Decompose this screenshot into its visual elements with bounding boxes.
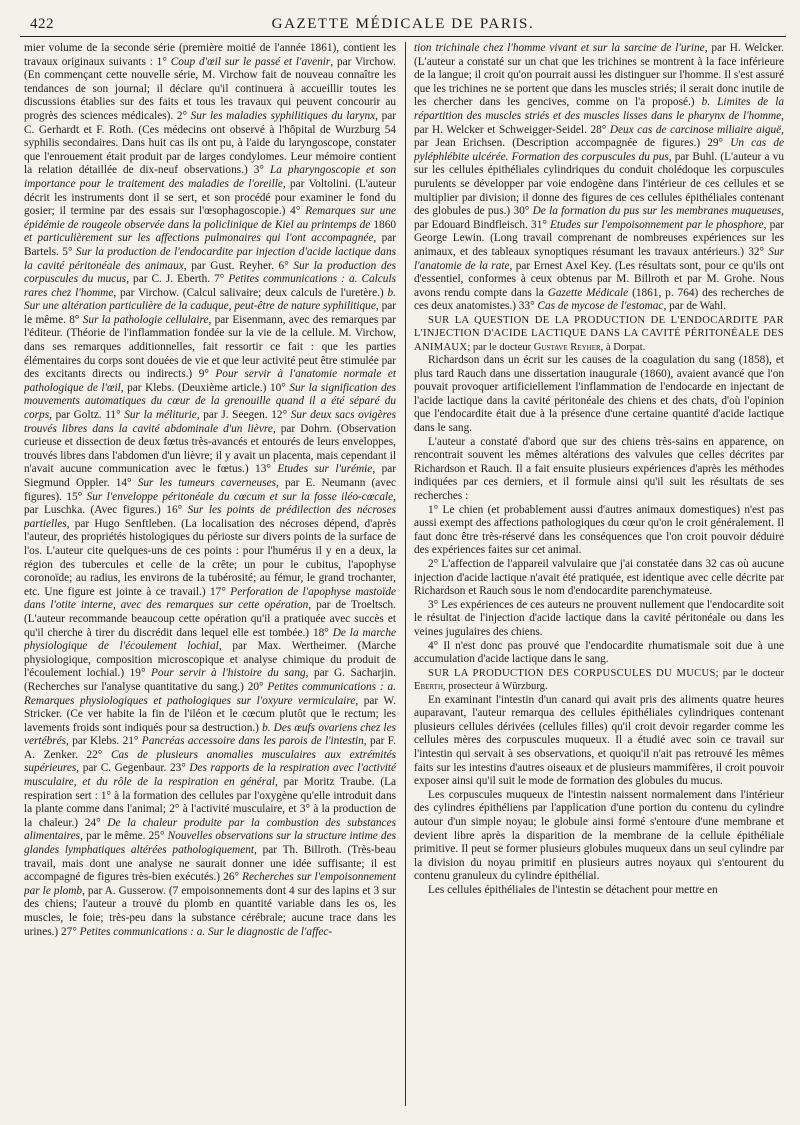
journal-page bbox=[20, 14, 786, 1114]
endocarditis-paragraph: L'auteur a constaté d'abord que sur des chiens très-sains en apparence, on rencontrait souvent les mêmes altérations des valvules que celles décrites par Richardson et Rauch. Il a fait ensuite plusieurs expériences d'après les méthodes indiquées par ces derniers, et il formule ainsi qu'il suit les résultats de ses recherches : bbox=[414, 435, 784, 503]
section-heading-endocarditis: SUR LA QUESTION DE LA PRODUCTION DE L'ENDOCARDITE PAR L'INJECTION D'ACIDE LACTIQUE DANS LA CAVITÉ PÉRITONÉALE DES ANIMAUX; par le docteur Gustave Reyher, à Dorpat. bbox=[414, 314, 784, 353]
endocarditis-paragraph: Richardson dans un écrit sur les causes de la coagulation du sang (1858), et plus tard Rauch dans une dissertation inaugurale (1860), avaient avancé que l'on pouvait provoquer artificiellement l'inflammation de l'endocarde en injectant de l'acide lactique dans la cavité péritonéale des chiens et des chats, d'où l'opinion que l'endocardite était due à la présence d'une certaine quantité d'acide lactique dans le sang. bbox=[414, 354, 784, 435]
article-list-continuation: tion trichinale chez l'homme vivant et sur la sarcine de l'urine, par H. Welcker. (L'auteur a constaté sur un chat que les trichines se montrent à la face inférieure de la langue; il croit qu'on pourrait aussi les distinguer sur l'homme. Il s'est assuré que les trichines ne se portent que dans les muscles striés; il serait donc inutile de les chercher dans les gencives, comme on l'a proposé.) b. Limites de la répartition des muscles striés et des muscles lisses dans le pharynx de l'homme, par H. Welcker et Schweigger-Seidel. 28° Deux cas de carcinose miliaire aiguë, par Jean Erichsen. (Description accompagnée de figures.) 29° Un cas de pyléphlébite ulcérée. Formation des corpuscules du pus, par Buhl. (L'auteur a vu sur les cellules épithéliales cylindriques du conduit cholédoque les corpuscules purulents se développer par voie endogène dans l'intérieur de ces cellules et se multiplier par division; il donne des figures de ces cellules épithéliales contenant des globules de pus.) 30° De la formation du pus sur les membranes muqueuses, par Edouard Bindfleisch. 31° Etudes sur l'empoisonnement par le phosphore, par George Lewin. (Long travail comprenant de nombreuses expériences sur les animaux, et des tableaux synoptiques résumant les travaux antérieurs.) 32° Sur l'anatomie de la rate, par Ernest Axel Key. (Les résultats sont, pour ce qu'ils ont d'essentiel, conformes à ceux obtenus par M. Billroth et par M. Grohe. Nous avons rendu compte dans la Gazette Médicale (1861, p. 764) des recherches de ces deux anatomistes.) 33° Cas de mycose de l'estomac, par de Wahl. bbox=[414, 42, 784, 313]
article-list-paragraph: mier volume de la seconde série (première moitié de l'année 1861), contient les travaux originaux suivants : 1° Coup d'œil sur le passé et l'avenir, par Virchow. (En commençant cette nouvelle série, M. Virchow fait de nouveau connaître les tendances de son journal; il déclare qu'il continuera à accueillir toutes les discussions établies sur des faits et tous les travaux qui peuvent concourir au progrès des sciences médicales). 2° Sur les maladies syphilitiques du larynx, par C. Gerhardt et F. Roth. (Ces médecins ont observé à l'hôpital de Wurzburg 54 syphilis secondaires. Dans huit cas ils ont pu, à l'aide du laryngoscope, constater que l'enrouement était produit par de larges condylomes. Leur mémoire contient la relation détaillée de dix-neuf observations.) 3° La pharyngoscopie et son importance pour le traitement des maladies de l'oreille, par Voltolini. (L'auteur décrit les instruments dont il se sert, et son procédé pour examiner le fond du gosier; il termine par des essais sur l'œsophagoscopie.) 4° Remarques sur une épidémie de rougeole observée dans la policlinique de Kiel au printemps de 1860 et particulièrement sur les affections pulmonaires qui l'ont accompagnée, par Bartels. 5° Sur la production de l'endocardite par injection d'acide lactique dans la cavité péritonéale des animaux, par Gust. Reyher. 6° Sur la production des corpuscules du mucus, par C. J. Eberth. 7° Petites communications : a. Calculs rares chez l'homme, par Virchow. (Calcul salivaire; deux calculs de l'uretère.) b. Sur une altération particulière de la caduque, peut-être de nature syphilitique, par le même. 8° Sur la pathologie cellulaire, par Eisenmann, avec des remarques par l'éditeur. (Théorie de l'inflammation fondée sur la vie de la cellule. M. Virchow, dans ses remarques additionnelles, fait ressortir ce fait : que les parties élémentaires du corps sont douées de vie et que leur activité peut être stimulée par des excitants directs ou indirects.) 9° Pour servir à l'anatomie normale et pathologique de l'œil, par Klebs. (Deuxième article.) 10° Sur la signification des mouvements automatiques du cœur de la grenouille quand il a été séparé du corps, par Goltz. 11° Sur la méliturie, par J. Seegen. 12° Sur deux sacs ovigères trouvés libres dans la cavité abdominale d'un lièvre, par Dohrn. (Observation curieuse et dissection de deux fœtus très-avancés et entourés de leurs enveloppes, trouvés libres dans l'abdomen d'un lièvre; il y avait un placenta, mais cependant il n'avait aucune communication avec le fœtus.) 13° Etudes sur l'urémie, par Siegmund Oppler. 14° Sur les tumeurs caverneuses, par E. Neumann (avec figures). 15° Sur l'enveloppe péritonéale du cœcum et sur la fosse iléo-cœcale, par Luschka. (Avec figures.) 16° Sur les points de prédilection des nécroses partielles, par Hugo Senftleben. (La localisation des nécroses dépend, d'après l'auteur, des propriétés histologiques du périoste sur divers points de la surface de l'os. L'auteur cite quelques-uns de ces points : pour l'humérus il y en a deux, la région des tubercules et celle de la crête; un pour le cubitus, l'apophyse coronoïde; au radius, les environs de la tubérosité; au fémur, le grand trochanter, etc. Une figure est jointe à ce travail.) 17° Perforation de l'apophyse mastoïde dans l'otite interne, avec des remarques sur cette opération, par de Troeltsch. (L'auteur recommande beaucoup cette opération qu'il a pratiquée avec succès et qu'il cherche à tirer du discrédit dans lequel elle est tombée.) 18° De la marche physiologique de l'écoulement lochial, par Max. Wertheimer. (Marche physiologique, composition microscopique et analyse chimique du produit de l'écoulement lochial.) 19° Pour servir à l'histoire du sang, par G. Sacharjin. (Recherches sur l'analyse quantitative du sang.) 20° Petites communications : a. Remarques physiologiques et pathologiques sur l'oxyure vermiculaire, par W. Stricker. (Ce ver habite la fin de l'iléon et le cœcum plutôt que le rectum; les lavements froids sont indiqués pour sa destruction.) b. Des œufs ovariens chez les vertébrés, par Klebs. 21° Pancréas accessoire dans les parois de l'intestin, par F. A. Zenker. 22° Cas de plusieurs anomalies musculaires aux extrémités supérieures, par C. Gegenbaur. 23° Des rapports de la respiration avec l'activité musculaire, et du rôle de la respiration en général, par Moritz Traube. (La respiration sert : 1° à la formation des cellules par l'oxygène qu'elle introduit dans la plante comme dans l'animal; 2° à l'activité musculaire, et 3° à la production de la chaleur.) 24° De la chaleur produite par la combustion des substances alimentaires, par le même. 25° Nouvelles observations sur la structure intime des glandes lymphatiques altérées pathologiquement, par Th. Billroth. (Très-beau travail, mais dont une analyse ne saurait donner une idée suffisante; il est accompagné de figures très-bien exécutés.) 26° Recherches sur l'empoisonnement par le plomb, par A. Gusserow. (7 empoisonnements dont 4 sur des lapins et 3 sur des chiens; l'auteur a trouvé du plomb en quantité variable dans les os, les muscles, le foie; très-peu dans la substance cérébrale; aucune trace dans les urines.) 27° Petites communications : a. Sur le diagnostic de l'affec- bbox=[24, 42, 396, 938]
mucus-paragraph: En examinant l'intestin d'un canard qui avait pris des aliments quatre heures auparavant, l'auteur remarqua des cellules épithéliales cylindriques contenant plusieurs cellules dérivées (cellules filles) qu'il croit devoir regarder comme les cellules mères des corpuscules muqueux. Il a étudié avec soin ce travail sur l'intestin qui servait à ses observations, et quoiqu'il n'ait pas retrouvé les mêmes faits sur les intestins d'autres oiseaux et de plusieurs mammifères, il croit pouvoir exposer ainsi qu'il suit le mode de formation des globules du mucus. bbox=[414, 693, 784, 788]
page-header bbox=[20, 14, 786, 37]
text-columns bbox=[20, 42, 786, 1114]
column-divider bbox=[405, 42, 406, 1106]
mucus-paragraph: Les corpuscules muqueux de l'intestin naissent normalement dans l'intérieur des cylindres épithéliens par l'application d'une portion du contenu du cylindre autour d'un simple noyau; le globule ainsi formé s'entoure d'une membrane et devient libre après la disparition de la membrane de la cellule épithéliale primitive. Il peut se former plusieurs globules muqueux dans un seul cylindre par la division du noyau primitif en plusieurs autres noyaux qui s'entourent du contenu granuleux du cylindre épithélial. bbox=[414, 788, 784, 883]
endocarditis-result-3: 3° Les expériences de ces auteurs ne prouvent nullement que l'endocardite soit le résultat de l'injection d'acide lactique dans la cavité péritonéale ou dans les veines jugulaires des chiens. bbox=[414, 598, 784, 638]
section-heading-mucus: SUR LA PRODUCTION DES CORPUSCULES DU MUCUS; par le docteur Eberth, prosecteur à Würzburg. bbox=[414, 667, 784, 693]
right-column bbox=[414, 42, 784, 1114]
endocarditis-result-2: 2° L'affection de l'appareil valvulaire que j'ai constatée dans 32 cas où aucune injection d'acide lactique n'avait été pratiquée, est identique avec celle décrite par Richardson et Rauch sous le nom d'endocardite parenchymateuse. bbox=[414, 558, 784, 598]
mucus-paragraph: Les cellules épithéliales de l'intestin se détachent pour mettre en bbox=[428, 883, 718, 896]
running-title: GAZETTE MÉDICALE DE PARIS. bbox=[271, 16, 535, 32]
endocarditis-result-1: 1° Le chien (et probablement aussi d'autres animaux domestiques) n'est pas aussi exempt des affections pathologiques du cœur qu'on le croit généralement. Il faut donc être très-réservé dans les conséquences que l'on croit pouvoir déduire des expériences faites sur cet animal. bbox=[414, 503, 784, 557]
page-number: 422 bbox=[30, 16, 54, 32]
left-column bbox=[24, 42, 396, 1114]
endocarditis-result-4: 4° Il n'est donc pas prouvé que l'endocardite rhumatismale soit due à une accumulation d'acide lactique dans le sang. bbox=[414, 639, 784, 666]
